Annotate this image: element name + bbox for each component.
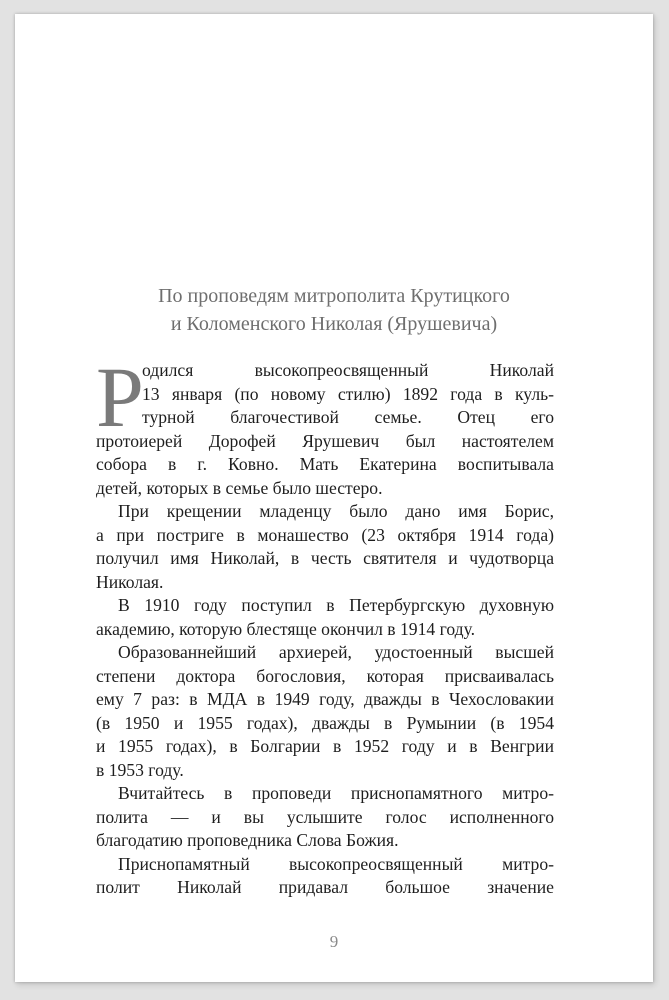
text-line: получил имя Николай, в честь святителя и чудотворца xyxy=(96,548,554,568)
paragraph xyxy=(96,594,554,641)
book-page xyxy=(15,14,653,982)
text-line: протоиерей Дорофей Ярушевич был настоятелем xyxy=(96,430,554,451)
text-line: одился высокопреосвященный Николай xyxy=(142,360,554,380)
text-line: в 1953 году. xyxy=(96,759,184,780)
chapter-heading xyxy=(15,282,653,338)
text-line: В 1910 году поступил в Петербургскую духовную xyxy=(118,595,554,615)
paragraph xyxy=(96,500,554,594)
text-line: (в 1950 и 1955 годах), дважды в Румынии (в 1954 xyxy=(96,712,554,733)
paragraph xyxy=(96,853,554,900)
text-line: Образованнейший архиерей, удостоенный высшей xyxy=(118,642,554,662)
text-line: благодатию проповедника Слова Божия. xyxy=(96,830,399,850)
text-line: турной благочестивой семье. Отец его xyxy=(142,407,554,427)
text-line: При крещении младенцу было дано имя Борис, xyxy=(118,501,554,521)
text-line: академию, которую блестяще окончил в 1914 году. xyxy=(96,618,476,639)
text-line: собора в г. Ковно. Мать Екатерина воспитывала xyxy=(96,454,554,474)
text-line: Приснопамятный высокопреосвященный митро- xyxy=(118,853,554,874)
paragraph xyxy=(96,349,554,500)
text-line: 13 января (по новому стилю) 1892 года в куль- xyxy=(142,383,554,404)
text-line: детей, которых в семье было шестеро. xyxy=(96,477,383,498)
page-number: 9 xyxy=(329,932,339,951)
text-line: Вчитайтесь в проповеди приснопамятного митро- xyxy=(118,783,554,803)
text-line: а при постриге в монашество (23 октября 1914 года) xyxy=(96,524,554,545)
text-line: Николая. xyxy=(96,571,164,592)
paragraph xyxy=(96,641,554,782)
drop-cap: Р xyxy=(96,349,144,445)
text-line: полит Николай придавал большое значение xyxy=(96,877,554,897)
body-text xyxy=(96,349,554,900)
text-line: степени доктора богословия, которая присваивалась xyxy=(96,665,554,686)
paragraph xyxy=(96,782,554,853)
heading-line-1: По проповедям митрополита Крутицкого xyxy=(158,285,510,307)
text-line: ему 7 раз: в МДА в 1949 году, дважды в Чехословакии xyxy=(96,689,554,709)
heading-line-2: и Коломенского Николая (Ярушевича) xyxy=(170,313,498,335)
text-line: и 1955 годах), в Болгарии в 1952 году и в Венгрии xyxy=(96,736,554,756)
text-line: полита — и вы услышите голос исполненного xyxy=(96,806,554,827)
